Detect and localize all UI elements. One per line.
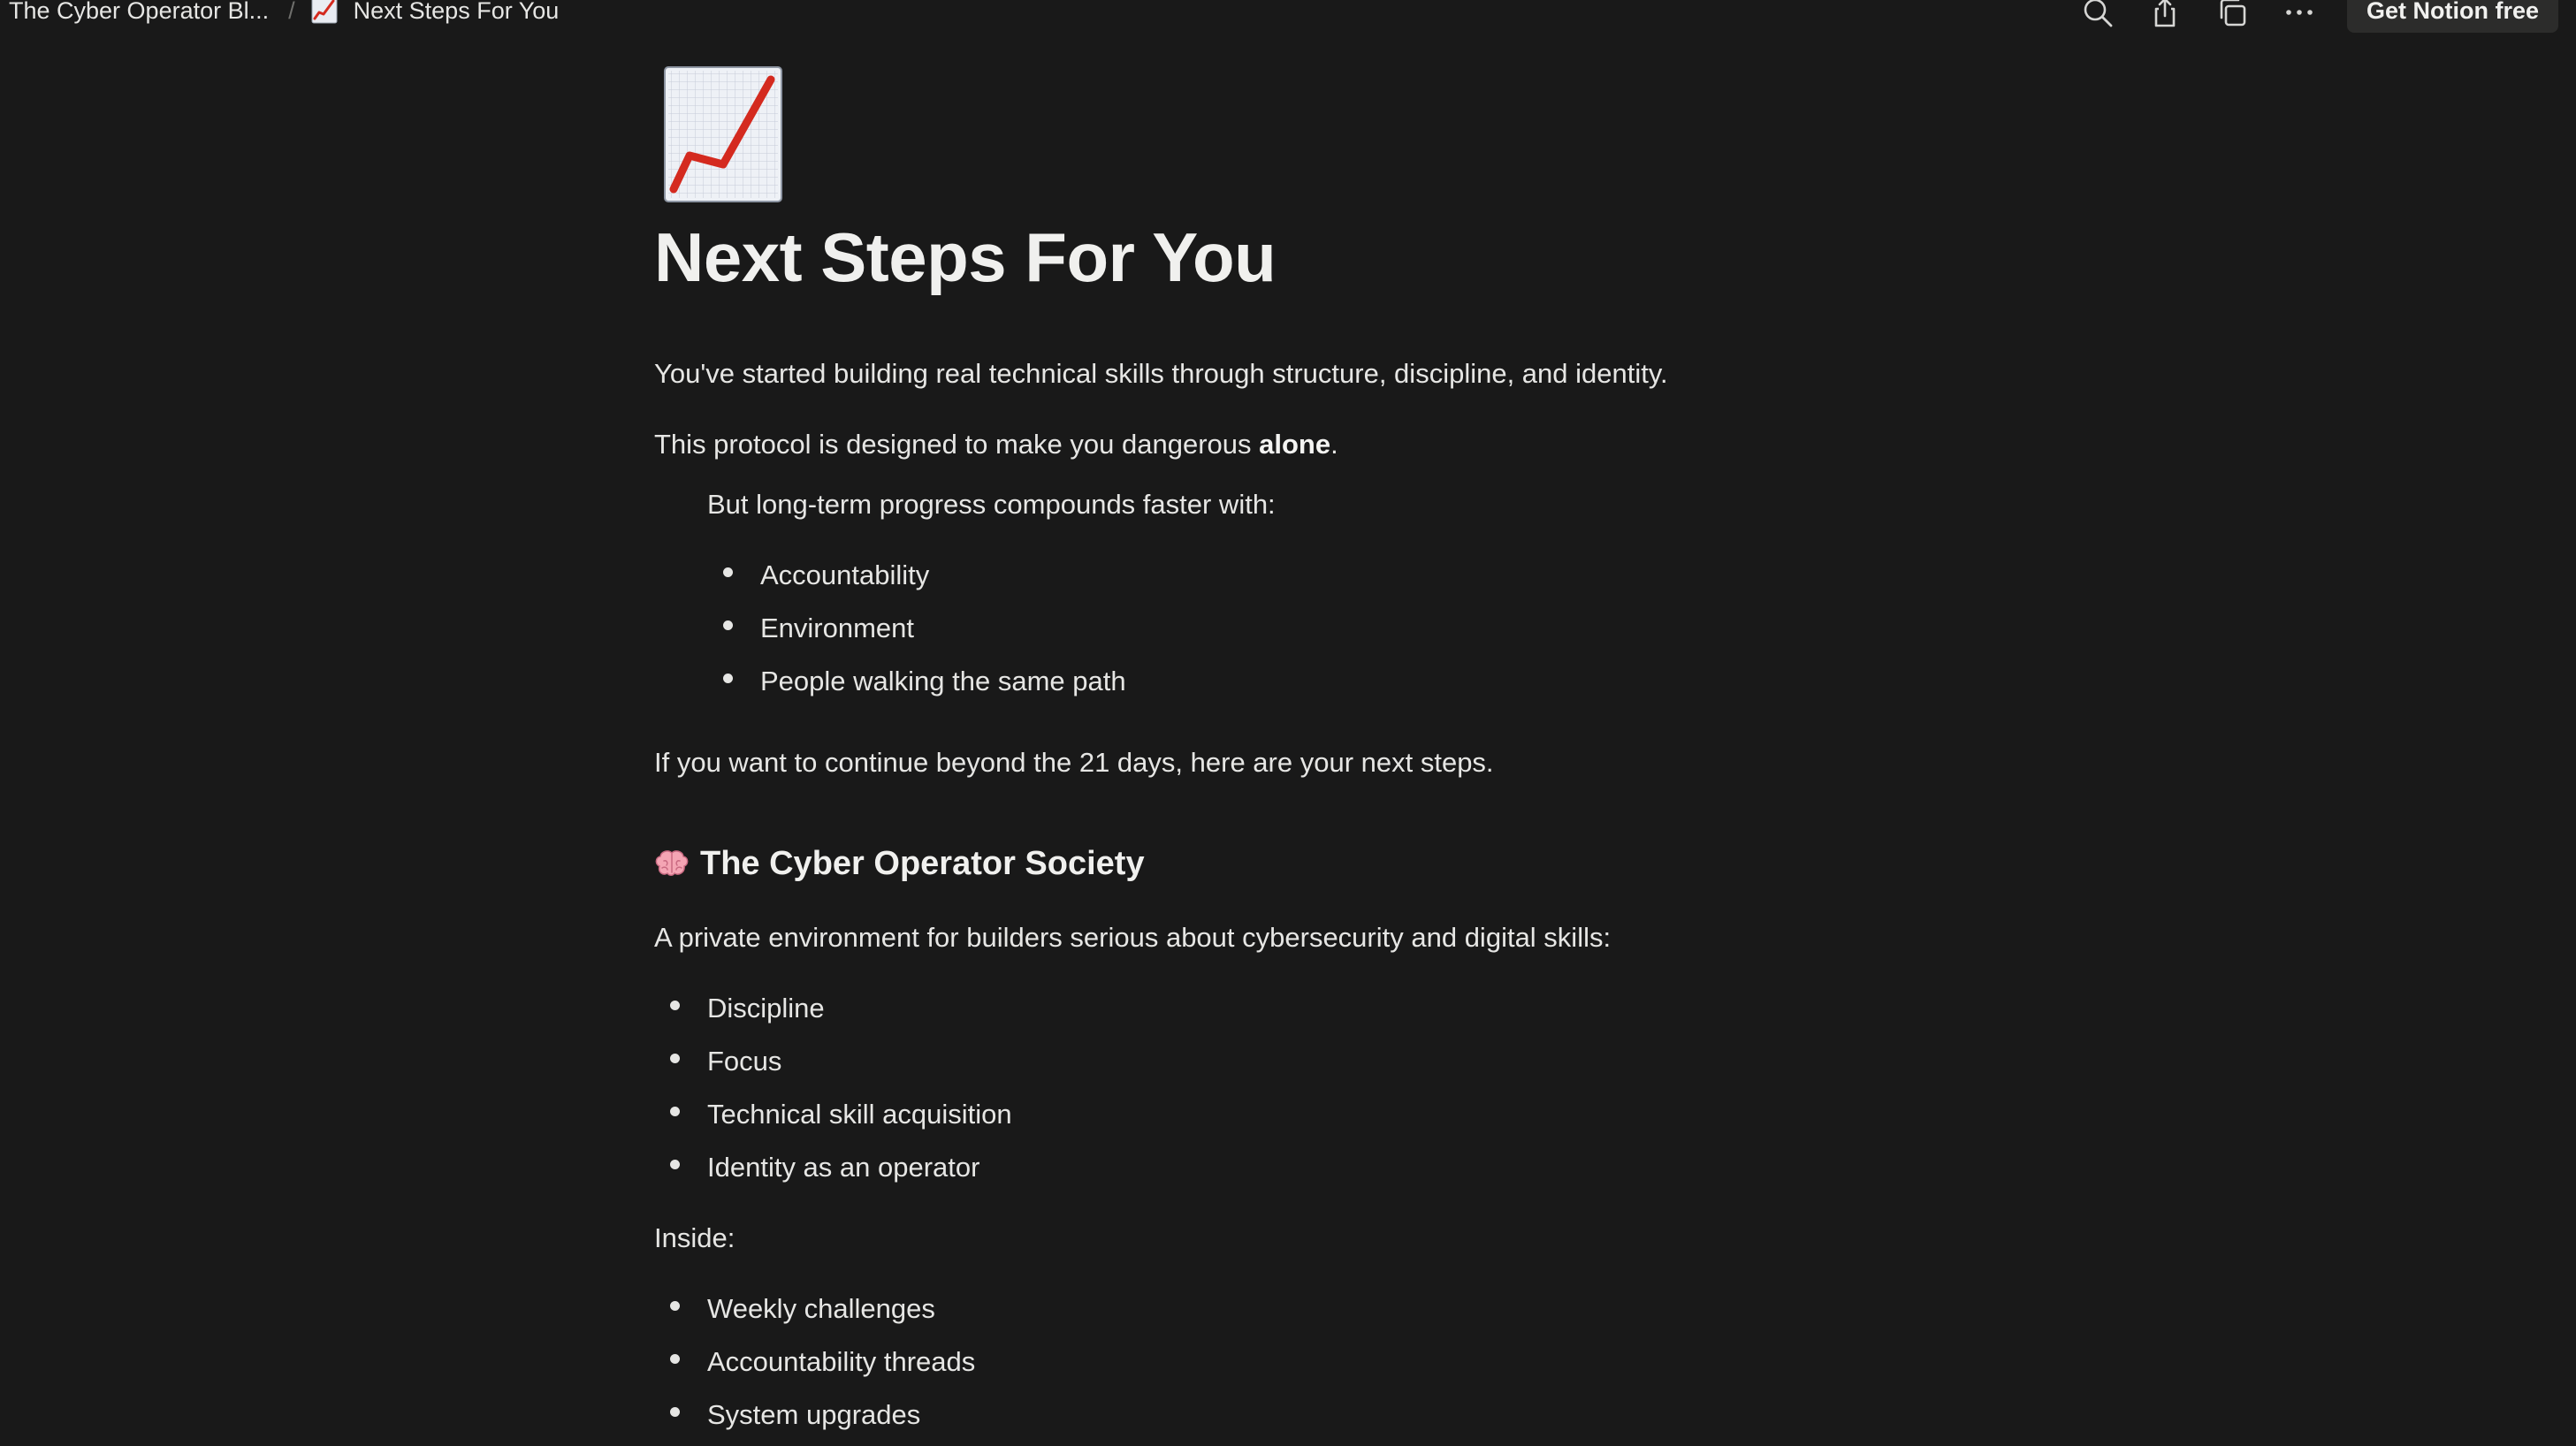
section-heading — [654, 847, 1145, 880]
topbar-actions — [2048, 0, 2558, 34]
page-title: Next Steps For You — [654, 218, 1277, 296]
list-bullet — [723, 674, 733, 683]
list-bullet — [723, 620, 733, 630]
inside-label: Inside: — [654, 1222, 735, 1253]
intro-paragraph-2 — [654, 430, 1338, 458]
continue-paragraph: If you want to continue beyond the 21 days, here are your next steps. — [654, 747, 1494, 778]
list-bullet — [723, 567, 733, 577]
intro-period: . — [1330, 429, 1338, 460]
share-icon[interactable] — [2147, 0, 2183, 30]
section-description: A private environment for builders serious about cybersecurity and digital skills: — [654, 922, 1612, 953]
list-bullet — [670, 1301, 680, 1311]
list-bullet — [670, 1001, 680, 1010]
duplicate-icon[interactable] — [2214, 0, 2250, 30]
chart-increasing-icon — [311, 0, 338, 24]
intro-paragraph-1: You've started building real technical skills through structure, discipline, and identity. — [654, 358, 1668, 389]
list-item: Technical skill acquisition — [707, 1099, 1012, 1130]
list-item: Accountability — [760, 559, 930, 590]
list-bullet — [670, 1160, 680, 1169]
breadcrumb-parent[interactable]: The Cyber Operator Bl... — [9, 0, 270, 24]
search-icon[interactable] — [2080, 0, 2115, 30]
list-item: System upgrades — [707, 1399, 921, 1430]
list-bullet — [670, 1054, 680, 1063]
get-notion-free-button[interactable]: Get Notion free — [2347, 0, 2558, 33]
intro-bold-word: alone — [1259, 429, 1331, 460]
list-item: Discipline — [707, 993, 825, 1024]
list-item: People walking the same path — [760, 666, 1126, 696]
breadcrumb — [9, 0, 559, 28]
breadcrumb-current[interactable]: Next Steps For You — [353, 0, 560, 24]
list-bullet — [670, 1107, 680, 1116]
list-item: Environment — [760, 613, 915, 643]
list-item: Weekly challenges — [707, 1293, 935, 1324]
list-item: Identity as an operator — [707, 1152, 980, 1183]
chart-increasing-icon[interactable] — [663, 65, 783, 203]
section-title: The Cyber Operator Society — [700, 845, 1145, 882]
list-item: Accountability threads — [707, 1346, 976, 1377]
brain-icon — [654, 849, 690, 879]
list-bullet — [670, 1407, 680, 1417]
indented-paragraph: But long-term progress compounds faster with: — [707, 489, 1276, 520]
breadcrumb-separator: / — [288, 0, 295, 24]
top-bar — [0, 0, 2576, 39]
more-icon[interactable] — [2282, 0, 2317, 30]
list-bullet — [670, 1354, 680, 1364]
intro-text: This protocol is designed to make you dangerous — [654, 429, 1260, 460]
list-item: Focus — [707, 1046, 782, 1077]
